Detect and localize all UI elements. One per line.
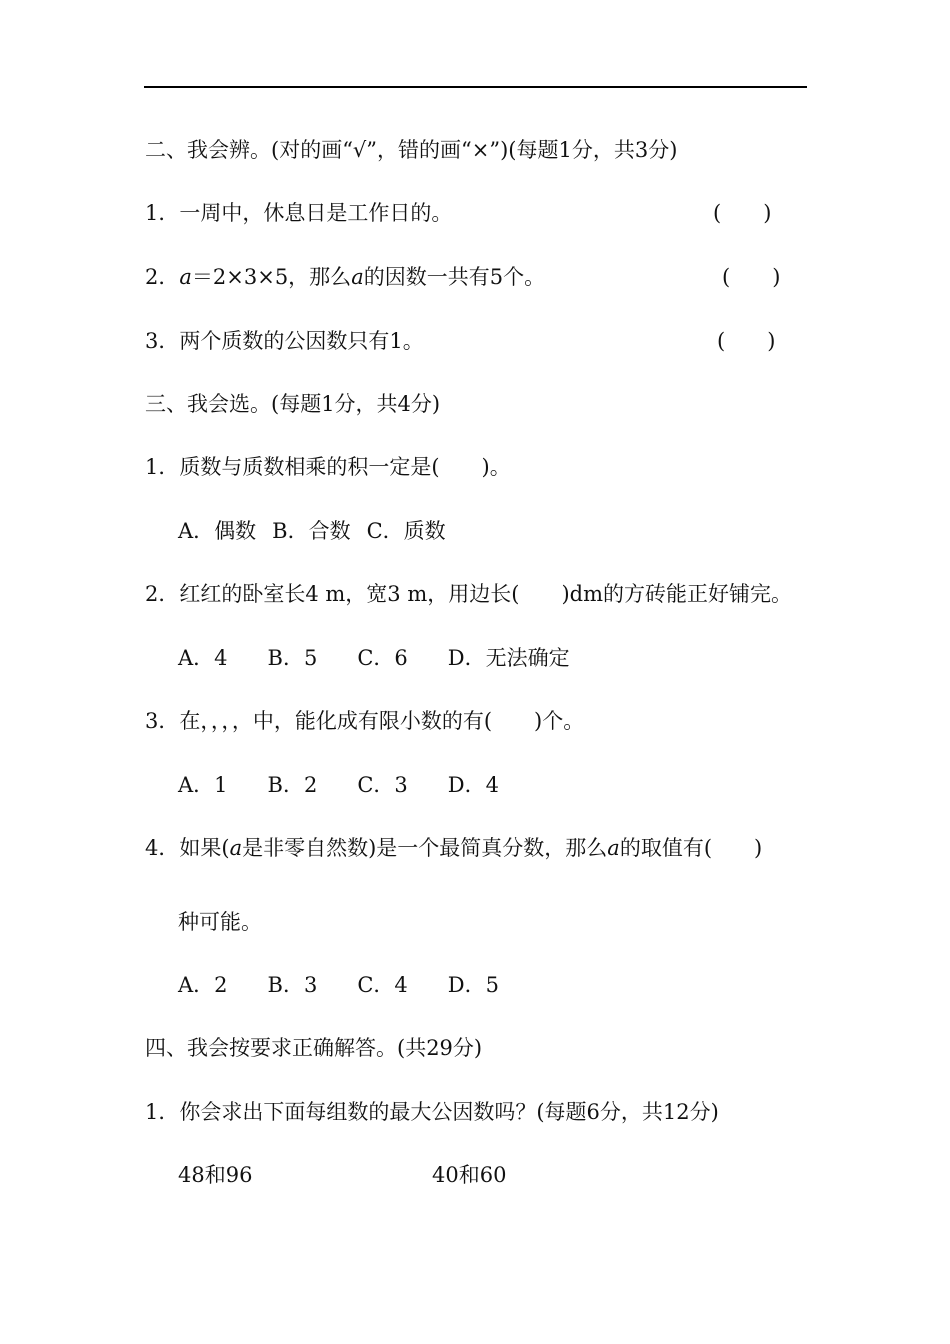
option-a[interactable]: A．1 <box>178 773 228 797</box>
option-b[interactable]: B．3 <box>267 973 318 997</box>
number-pair-1: 48和96 <box>178 1163 253 1187</box>
judge-item-1-number: 1． <box>145 201 180 225</box>
option-a[interactable]: A．4 <box>178 646 228 670</box>
judge-item-2 <box>145 263 545 291</box>
judge-item-3-answer-bracket[interactable]: ( ) <box>717 329 776 353</box>
choice-question-2-options <box>178 644 570 672</box>
choice-question-4-suffix: 的取值有( ) <box>619 836 763 860</box>
choice-question-1-options <box>178 517 446 545</box>
judge-item-3-text: 两个质数的公因数只有1。 <box>179 329 424 353</box>
option-c[interactable]: C．3 <box>357 773 408 797</box>
choice-question-2: 2．红红的卧室长4 m，宽3 m，用边长( )dm的方砖能正好铺完。 <box>145 582 792 606</box>
option-c[interactable]: C．质数 <box>366 519 446 543</box>
option-b[interactable]: B．5 <box>267 646 318 670</box>
variable-a: a <box>179 265 192 289</box>
option-a[interactable]: A．2 <box>178 973 228 997</box>
solve-question-1: 1．你会求出下面每组数的最大公因数吗？(每题6分，共12分) <box>145 1100 719 1124</box>
judge-item-1-text: 一周中，休息日是工作日的。 <box>179 201 453 225</box>
section-3-heading: 三、我会选。(每题1分，共4分) <box>145 392 441 416</box>
judge-item-3-number: 3． <box>145 329 180 353</box>
section-2-heading: 二、我会辨。(对的画“√”，错的画“×”)(每题1分，共3分) <box>145 138 678 162</box>
variable-a: a <box>229 836 243 860</box>
choice-question-4-continuation: 种可能。 <box>178 910 262 934</box>
option-b[interactable]: B．2 <box>267 773 318 797</box>
option-d[interactable]: D．无法确定 <box>447 646 570 670</box>
choice-question-4-middle: 是非零自然数)是一个最简真分数，那么 <box>242 836 608 860</box>
option-d[interactable]: D．5 <box>447 973 499 997</box>
option-c[interactable]: C．6 <box>357 646 408 670</box>
choice-question-1: 1．质数与质数相乘的积一定是( )。 <box>145 455 511 479</box>
choice-question-4 <box>145 834 762 862</box>
choice-question-3: 3．在，，，，中，能化成有限小数的有( )个。 <box>145 709 585 733</box>
choice-question-4-options <box>178 971 499 999</box>
section-4-heading: 四、我会按要求正确解答。(共29分) <box>145 1036 483 1060</box>
option-b[interactable]: B．合数 <box>272 519 351 543</box>
judge-item-2-text-a: ＝2×3×5，那么 <box>191 265 352 289</box>
option-a[interactable]: A．偶数 <box>178 519 257 543</box>
judge-item-3 <box>145 327 424 355</box>
judge-item-2-number: 2． <box>145 265 180 289</box>
judge-item-2-text-b: 的因数一共有5个。 <box>363 265 546 289</box>
option-d[interactable]: D．4 <box>447 773 499 797</box>
option-c[interactable]: C．4 <box>357 973 408 997</box>
choice-question-3-options <box>178 771 499 799</box>
variable-a: a <box>607 836 620 860</box>
header-rule <box>144 86 807 88</box>
choice-question-4-prefix: 4．如果( <box>145 836 230 860</box>
judge-item-1 <box>145 199 452 227</box>
number-pair-2: 40和60 <box>432 1163 507 1187</box>
variable-a: a <box>351 265 364 289</box>
judge-item-1-answer-bracket[interactable]: ( ) <box>713 201 772 225</box>
judge-item-2-answer-bracket[interactable]: ( ) <box>722 265 781 289</box>
